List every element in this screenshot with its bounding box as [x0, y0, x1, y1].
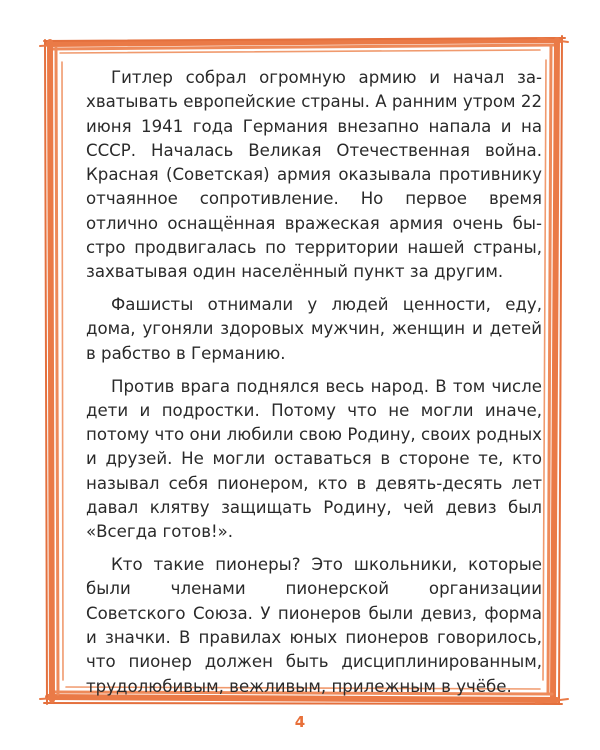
paragraph-4: Кто такие пионеры? Это школьники, которые были членами пионерской организации Советского Союза. У пионеров были девиз, форма и значки. В правилах юных пионеров говорилось, что пионер должен быть дисциплинированным, трудолюбивым, вежливым, прилежным в учёбе.: [86, 555, 542, 696]
paragraph-1: Гитлер собрал огромную армию и начал захватывать европейские страны. А ранним утром 22 июня 1941 года Германия внезапно напала и на СССР. Началась Великая Отечественная война. Красная (Советская) армия оказывала противнику отчаянное сопротивление. Но первое время отлично оснащённая вражеская армия очень быстро продвигалась по территории нашей страны, захватывая один населённый пункт за другим.: [86, 68, 542, 282]
paragraph-3: Против врага поднялся весь народ. В том числе дети и подростки. Потому что не могли иначе, потому что они любили свою Родину, своих родных и друзей. Не могли оставаться в стороне те, кто называл себя пионером, кто в девять-десять лет давал клятву защищать Родину, чей девиз был «Всегда готов!».: [86, 376, 542, 542]
paragraph-2: Фашисты отнимали у людей ценности, еду, дома, угоняли здоровых мужчин, женщин и детей в рабство в Германию.: [86, 295, 542, 363]
body-text: [86, 66, 542, 707]
page-number: 4: [294, 713, 306, 731]
